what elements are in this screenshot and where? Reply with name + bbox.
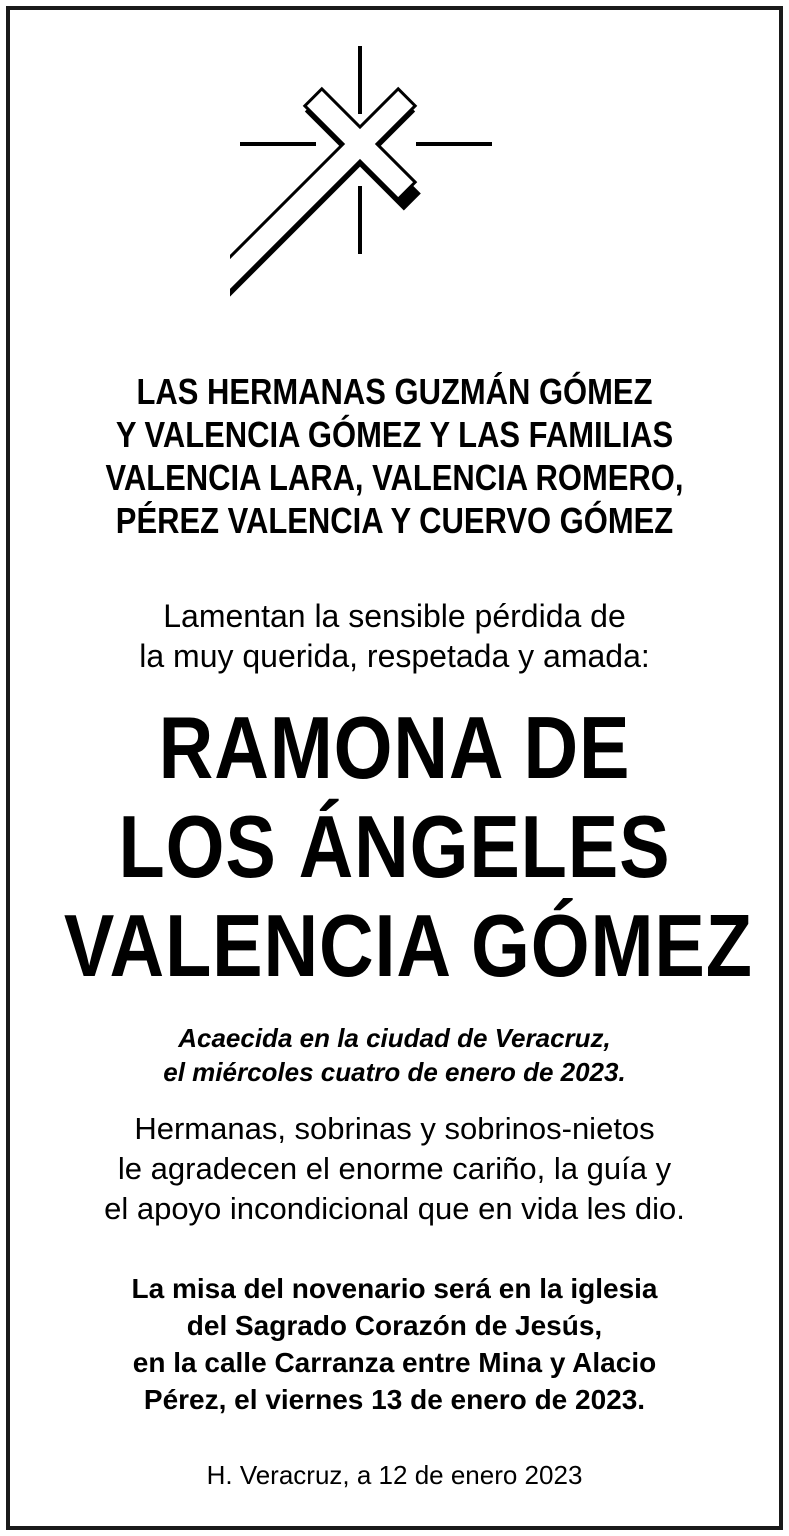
mass-line: en la calle Carranza entre Mina y Alacio [132, 1347, 657, 1378]
thanks-line: el apoyo incondicional que en vida les dio. [104, 1191, 685, 1226]
families-line: VALENCIA LARA, VALENCIA ROMERO, [105, 457, 684, 498]
cross-icon [230, 40, 580, 345]
deceased-name-line: LOS ÁNGELES [118, 797, 671, 896]
occurrence-line: Acaecida en la ciudad de Veracruz, [178, 1023, 611, 1053]
mass-announcement [10, 1270, 779, 1418]
deceased-name-line: VALENCIA GÓMEZ [63, 896, 753, 995]
deceased-name-line: RAMONA DE [158, 698, 631, 797]
mass-line: La misa del novenario será en la iglesia [131, 1273, 658, 1304]
thanks-text [10, 1109, 779, 1229]
deceased-name [63, 698, 753, 995]
mass-line: del Sagrado Corazón de Jesús, [186, 1310, 603, 1341]
lament-line: la muy querida, respetada y amada: [139, 638, 650, 674]
occurrence-line: el miércoles cuatro de enero de 2023. [163, 1057, 626, 1087]
thanks-line: le agradecen el enorme cariño, la guía y [117, 1151, 672, 1186]
lament-line: Lamentan la sensible pérdida de [163, 598, 626, 634]
thanks-line: Hermanas, sobrinas y sobrinos-nietos [134, 1111, 655, 1146]
families-heading [64, 370, 725, 542]
occurrence-text [10, 1021, 779, 1089]
place-date: H. Veracruz, a 12 de enero 2023 [206, 1460, 583, 1490]
lament-text [10, 596, 779, 676]
obituary-frame [6, 6, 783, 1530]
families-line: LAS HERMANAS GUZMÁN GÓMEZ [136, 371, 653, 412]
families-line: PÉREZ VALENCIA Y CUERVO GÓMEZ [115, 500, 674, 541]
mass-line: Pérez, el viernes 13 de enero de 2023. [143, 1384, 646, 1415]
families-line: Y VALENCIA GÓMEZ Y LAS FAMILIAS [115, 414, 674, 455]
